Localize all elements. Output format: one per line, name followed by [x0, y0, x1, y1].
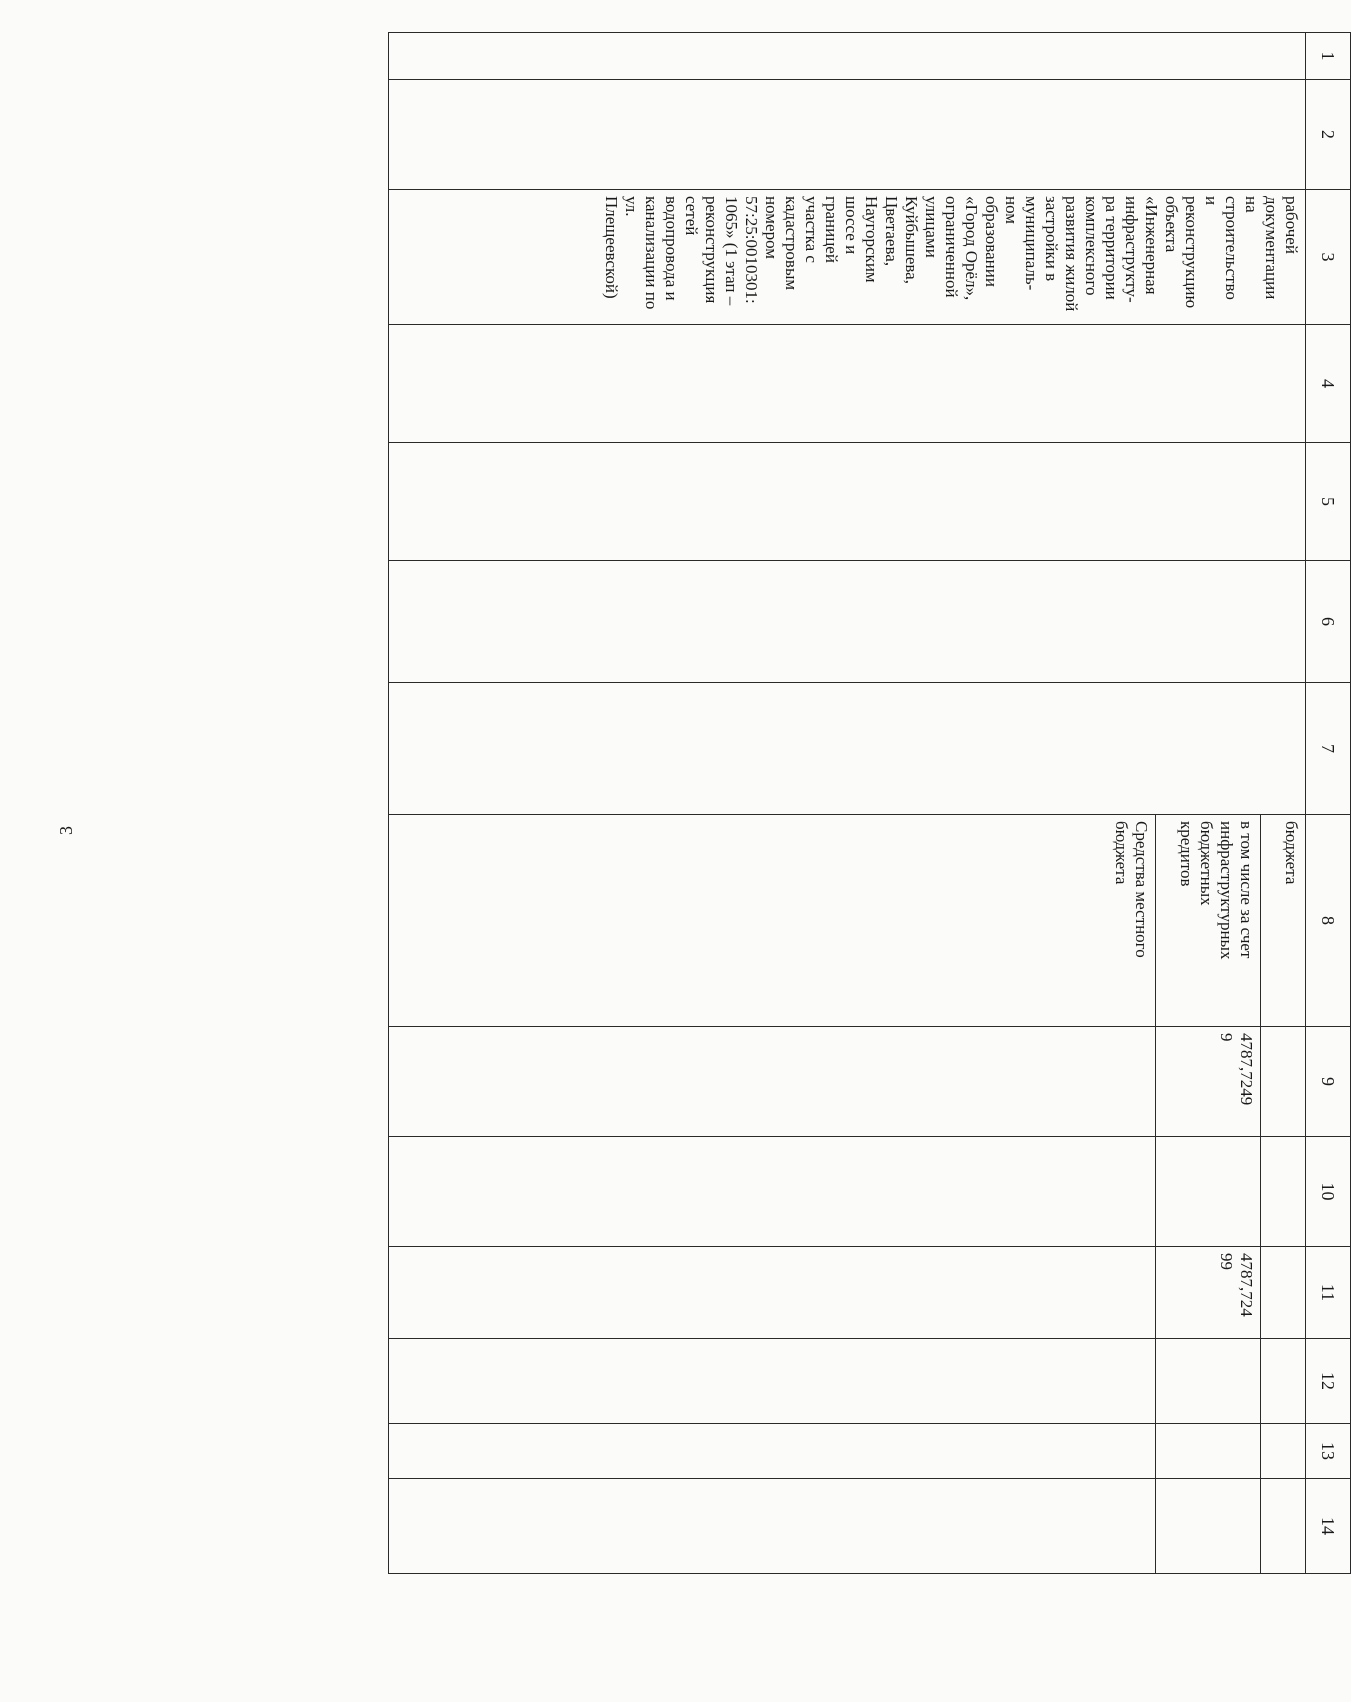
cell-code	[389, 80, 1306, 190]
cell-col13	[1156, 1424, 1261, 1479]
cell-col14	[389, 1479, 1156, 1574]
cell-col9	[389, 1027, 1156, 1137]
cell-col11: 4787,724 99	[1156, 1247, 1261, 1339]
col-header-6: 6	[1306, 561, 1351, 683]
col-header-1: 1	[1306, 33, 1351, 80]
col-header-2: 2	[1306, 80, 1351, 190]
table-row	[1261, 33, 1306, 1574]
cell-col11	[1261, 1247, 1306, 1339]
cell-col12	[1156, 1339, 1261, 1424]
col-header-8: 8	[1306, 815, 1351, 1027]
cell-col6	[389, 561, 1306, 683]
cell-funding-source: Средства местного бюджета	[389, 815, 1156, 1027]
cell-col10	[1156, 1137, 1261, 1247]
cell-col13	[1261, 1424, 1306, 1479]
col-header-5: 5	[1306, 443, 1351, 561]
col-header-13: 13	[1306, 1424, 1351, 1479]
col-header-3: 3	[1306, 190, 1351, 325]
col-header-4: 4	[1306, 325, 1351, 443]
column-number-row	[1306, 33, 1351, 1574]
rotated-table-wrapper	[388, 32, 1351, 1573]
cell-col13	[389, 1424, 1156, 1479]
cell-row-number	[389, 33, 1306, 80]
cell-col10	[1261, 1137, 1306, 1247]
col-header-10: 10	[1306, 1137, 1351, 1247]
cell-col7	[389, 683, 1306, 815]
cell-funding-source: бюджета	[1261, 815, 1306, 1027]
cell-col11	[389, 1247, 1156, 1339]
col-header-7: 7	[1306, 683, 1351, 815]
col-header-9: 9	[1306, 1027, 1351, 1137]
cell-col9: 4787,7249 9	[1156, 1027, 1261, 1137]
budget-table	[388, 32, 1351, 1574]
col-header-14: 14	[1306, 1479, 1351, 1574]
cell-col5	[389, 443, 1306, 561]
cell-col9	[1261, 1027, 1306, 1137]
cell-funding-source: в том числе за счет инфраструктурных бюджетных кредитов	[1156, 815, 1261, 1027]
cell-col12	[1261, 1339, 1306, 1424]
cell-col12	[389, 1339, 1156, 1424]
cell-col14	[1156, 1479, 1261, 1574]
col-header-12: 12	[1306, 1339, 1351, 1424]
cell-col14	[1261, 1479, 1306, 1574]
page-number: 3	[56, 826, 76, 835]
cell-object-description: рабочей документации на строительство и реконструкцию объекта «Инженерная инфраструкту- ра территории комплексного развития жилой застройки в муниципаль- ном образовании «Город Орёл», ограниченной улицами Куйбышева, Цветаева, Наугорским шоссе и границей участка с кадастровым номером 57:25:0010301: 1065» (1 этап – реконструкция сетей водопровода и канализации по ул. Плещеевской)	[389, 190, 1306, 325]
cell-col4	[389, 325, 1306, 443]
cell-col10	[389, 1137, 1156, 1247]
col-header-11: 11	[1306, 1247, 1351, 1339]
